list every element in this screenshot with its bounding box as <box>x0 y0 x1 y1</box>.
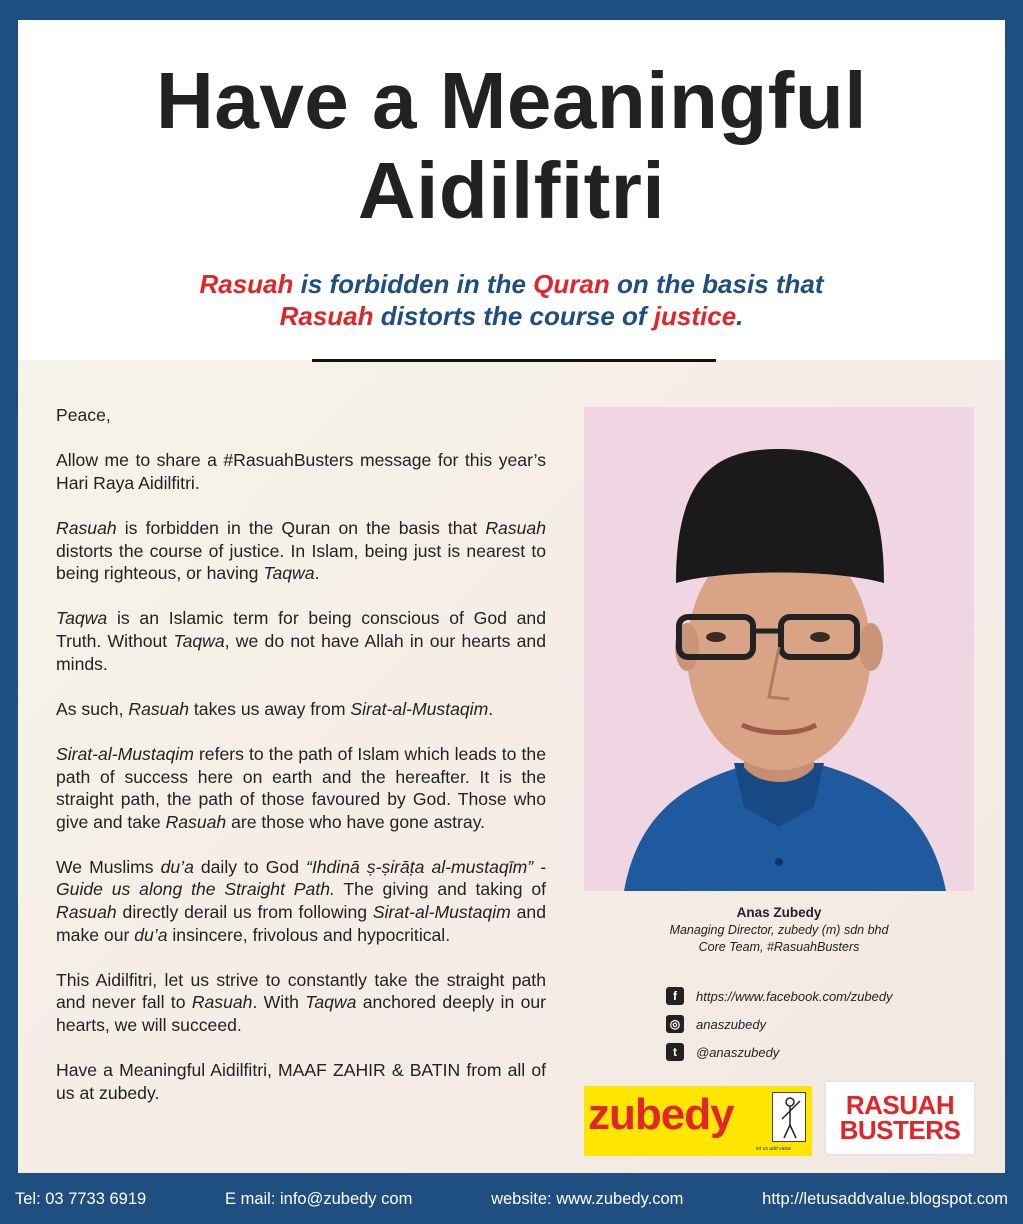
paragraph-4: As such, Rasuah takes us away from Sirat-al-Mustaqim. <box>56 698 494 719</box>
portrait-illustration <box>584 407 974 891</box>
portrait-caption <box>584 904 974 956</box>
paragraph-7: This Aidilfitri, let us strive to constantly take the straight path and never fall to Rasuah. With Taqwa anchored deeply in our hearts, we will succeed. <box>56 969 546 1036</box>
page-title <box>18 56 1005 236</box>
instagram-icon: ◎ <box>666 1015 684 1033</box>
rasuah-busters-logo <box>826 1082 974 1154</box>
subtitle-word: Rasuah <box>279 301 374 331</box>
author-name: Anas Zubedy <box>736 905 822 920</box>
greeting: Peace, <box>56 405 111 425</box>
golfer-figure-icon <box>772 1092 806 1142</box>
facebook-url[interactable]: https://www.facebook.com/zubedy <box>696 988 893 1004</box>
social-twitter[interactable] <box>666 1038 966 1066</box>
subtitle-text: distorts the course of <box>373 301 654 331</box>
footer-blog[interactable]: http://letusaddvalue.blogspot.com <box>762 1190 1008 1208</box>
header-area <box>18 20 1005 360</box>
divider <box>312 359 716 362</box>
message-body <box>56 404 546 1127</box>
poster-panel <box>18 20 1005 1173</box>
paragraph-8: Have a Meaningful Aidilfitri, MAAF ZAHIR & BATIN from all of us at zubedy. <box>56 1060 546 1103</box>
subtitle-text: on the basis that <box>609 269 824 299</box>
subtitle-text: is forbidden in the <box>293 269 534 299</box>
footer-website[interactable]: website: www.zubedy.com <box>491 1190 684 1208</box>
zubedy-tagline: let us add value <box>756 1146 792 1152</box>
paragraph-5: Sirat-al-Mustaqim refers to the path of Islam which leads to the path of success here on earth and the hereafter. It is the straight path, the path of those favoured by God. Those who give and take Rasuah are those who have gone astray. <box>56 743 546 832</box>
subtitle-word: Rasuah <box>199 269 294 299</box>
facebook-icon: f <box>666 987 684 1005</box>
paragraph-3: Taqwa is an Islamic term for being conscious of God and Truth. Without Taqwa, we do not have Allah in our hearts and minds. <box>56 608 546 674</box>
contact-footer <box>0 1184 1023 1214</box>
title-line-1: Have a Meaningful <box>156 56 867 145</box>
twitter-icon: t <box>666 1043 684 1061</box>
footer-tel: Tel: 03 7733 6919 <box>15 1190 147 1208</box>
paragraph-6: We Muslims du’a daily to God “Ihdinā ṣ-ṣirāṭa al-mustaqīm” - Guide us along the Straight Path. The giving and taking of Rasuah directly derail us from following Sirat-al-Mustaqim and make our du’a insincere, frivolous and hypocritical. <box>56 856 546 945</box>
zubedy-logo <box>584 1086 812 1156</box>
paragraph-2: Rasuah is forbidden in the Quran on the basis that Rasuah distorts the course of justice. In Islam, being just is nearest to being righteous, or having Taqwa. <box>56 517 546 584</box>
footer-email[interactable]: E mail: info@zubedy com <box>224 1190 413 1208</box>
zubedy-logo-word: zubedy <box>588 1090 734 1139</box>
portrait-photo <box>584 407 974 891</box>
subtitle-word: justice <box>653 301 737 331</box>
twitter-handle[interactable]: @anaszubedy <box>696 1044 780 1060</box>
title-line-2: Aidilfitri <box>357 146 666 235</box>
subtitle <box>18 268 1005 332</box>
social-instagram[interactable] <box>666 1010 966 1038</box>
rasuah-logo-line2: BUSTERS <box>839 1115 961 1145</box>
paragraph-1: Allow me to share a #RasuahBusters message for this year’s Hari Raya Aidilfitri. <box>56 450 546 493</box>
social-facebook[interactable] <box>666 982 966 1010</box>
author-team: Core Team, #RasuahBusters <box>698 940 860 954</box>
subtitle-word: Quran <box>533 269 610 299</box>
author-role: Managing Director, zubedy (m) sdn bhd <box>669 923 889 937</box>
social-links <box>666 982 966 1066</box>
subtitle-text: . <box>736 301 744 331</box>
instagram-handle[interactable]: anaszubedy <box>696 1016 767 1032</box>
rasuah-logo-line1: RASUAH <box>845 1090 955 1120</box>
